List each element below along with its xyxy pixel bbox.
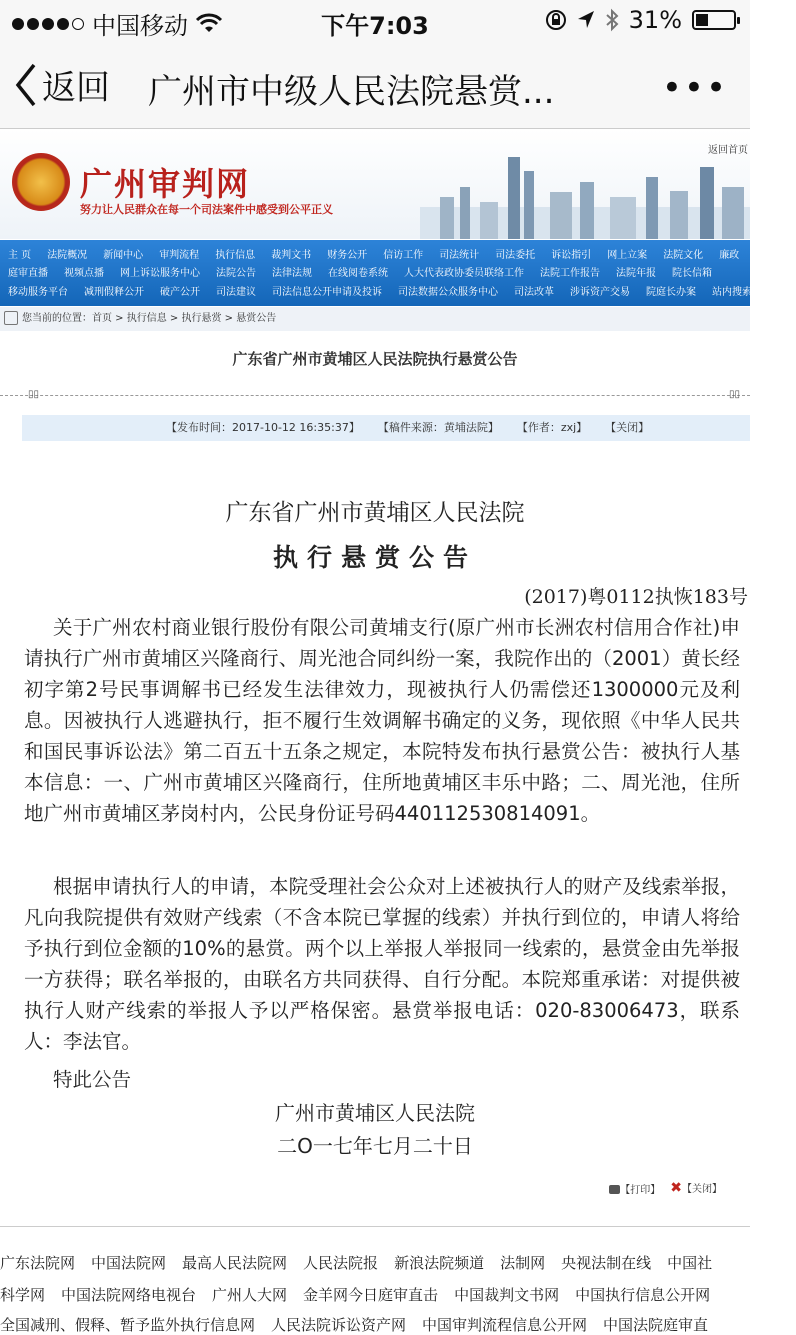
carrier-label: 中国移动 bbox=[92, 12, 188, 40]
footer-link[interactable]: 中国审判流程信息公开网 bbox=[422, 1316, 588, 1334]
title-divider bbox=[0, 389, 750, 400]
footer-link[interactable]: 法制网 bbox=[500, 1254, 546, 1272]
menu-item[interactable]: 法院公告 bbox=[216, 268, 256, 279]
doc-sign-court: 广州市黄埔区人民法院 bbox=[275, 1101, 475, 1125]
printer-icon bbox=[609, 1185, 620, 1194]
menu-item[interactable]: 新闻中心 bbox=[103, 250, 144, 261]
footer-link[interactable]: 最高人民法院网 bbox=[182, 1254, 288, 1272]
print-button[interactable] bbox=[609, 1181, 660, 1196]
breadcrumb-text[interactable]: 您当前的位置：首页 > 执行信息 > 执行悬赏 > 悬赏公告 bbox=[22, 313, 277, 324]
footer-link[interactable]: 中国执行信息公开网 bbox=[575, 1286, 711, 1304]
menu-item[interactable]: 司法建议 bbox=[216, 287, 256, 298]
menu-item[interactable]: 涉诉资产交易 bbox=[570, 287, 630, 298]
bluetooth-icon bbox=[605, 9, 619, 31]
article-actions bbox=[609, 1180, 722, 1196]
footer-link[interactable]: 中国法院庭审直 bbox=[603, 1316, 709, 1334]
footer-link[interactable]: 中国法院网 bbox=[91, 1254, 167, 1272]
site-slogan: 努力让人民群众在每一个司法案件中感受到公平正义 bbox=[80, 203, 333, 216]
footer-link[interactable]: 广东法院网 bbox=[0, 1254, 76, 1272]
footer-link[interactable]: 新浪法院频道 bbox=[394, 1254, 485, 1272]
article-meta bbox=[22, 415, 750, 441]
footer-link[interactable]: 科学网 bbox=[0, 1286, 46, 1304]
doc-number: (2017)粤0112执恢183号 bbox=[524, 586, 748, 608]
return-home-link[interactable]: 返回首页 bbox=[708, 145, 748, 156]
footer-links-row-3 bbox=[0, 1314, 750, 1335]
menu-item[interactable]: 院长信箱 bbox=[672, 268, 712, 279]
menu-item[interactable]: 移动服务平台 bbox=[8, 287, 68, 298]
close-button[interactable] bbox=[670, 1180, 722, 1196]
menu-item[interactable]: 信访工作 bbox=[383, 250, 424, 261]
menu-item[interactable]: 破产公开 bbox=[160, 287, 200, 298]
menu-item[interactable]: 法律法规 bbox=[272, 268, 312, 279]
pin-icon: ▯▯ bbox=[28, 389, 40, 400]
footer-link[interactable]: 人民法院诉讼资产网 bbox=[271, 1316, 407, 1334]
menu-item[interactable]: 主 页 bbox=[8, 250, 32, 261]
footer-links-row-1 bbox=[0, 1252, 750, 1273]
site-menu bbox=[0, 240, 788, 306]
menu-item[interactable]: 司法信息公开申请及投诉 bbox=[272, 287, 382, 298]
menu-item[interactable]: 诉讼指引 bbox=[551, 250, 592, 261]
footer-link[interactable]: 中国裁判文书网 bbox=[454, 1286, 560, 1304]
menu-row-3 bbox=[0, 283, 788, 300]
breadcrumb bbox=[0, 307, 750, 331]
doc-paragraph-1: 关于广州农村商业银行股份有限公司黄埔支行(原广州市长洲农村信用合作社)申请执行广州市黄埔区兴隆商行、周光池合同纠纷一案，我院作出的（2001）黄长经初字第2号民事调解书已经发生法律效力，现被执行人仍需偿还1300000元及利息。因被执行人逃避执行，拒不履行生效调解书确定的义务，现依照《中华人民共和国民事诉讼法》第二百五十五条之规定，本院特发布执行悬赏公告：被执行人基本信息：一、广州市黄埔区兴隆商行，住所地黄埔区丰乐中路；二、周光池，住所地广州市黄埔区茅岗村内，公民身份证号码440112530814091。 bbox=[24, 616, 740, 825]
menu-item[interactable]: 视频点播 bbox=[64, 268, 104, 279]
menu-item[interactable]: 在线阅卷系统 bbox=[328, 268, 388, 279]
footer-link[interactable]: 人民法院报 bbox=[303, 1254, 379, 1272]
close-label: 【关闭】 bbox=[682, 1184, 722, 1195]
close-link[interactable]: 【关闭】 bbox=[605, 421, 650, 434]
menu-item[interactable]: 司法改革 bbox=[514, 287, 554, 298]
clock: 下午7:03 bbox=[321, 12, 429, 40]
doc-paragraph-3: 特此公告 bbox=[53, 1068, 132, 1091]
menu-item[interactable]: 人大代表政协委员联络工作 bbox=[404, 268, 524, 279]
menu-item[interactable]: 审判流程 bbox=[159, 250, 200, 261]
menu-item[interactable]: 庭审直播 bbox=[8, 268, 48, 279]
menu-item[interactable]: 裁判文书 bbox=[271, 250, 312, 261]
battery-percent: 31% bbox=[628, 6, 682, 34]
print-label: 【打印】 bbox=[620, 1184, 661, 1196]
menu-item[interactable]: 财务公开 bbox=[327, 250, 368, 261]
menu-item[interactable]: 司法统计 bbox=[439, 250, 480, 261]
menu-item[interactable]: 司法委托 bbox=[495, 250, 536, 261]
doc-paragraph-2: 根据申请执行人的申请，本院受理社会公众对上述被执行人的财产及线索举报，凡向我院提供有效财产线索（不含本院已掌握的线索）并执行到位的，申请人将给予执行到位金额的10%的悬赏。两个以上举报人举报同一线索的，悬赏金由先举报一方获得；联名举报的，由联名方共同获得、自行分配。本院郑重承诺：对提供被执行人财产线索的举报人予以严格保密。悬赏举报电话：020-83006473，联系人：李法官。 bbox=[24, 875, 740, 1053]
publish-time: 【发布时间：2017-10-12 16:35:37】 bbox=[166, 421, 360, 434]
status-bar bbox=[0, 0, 750, 40]
menu-row-2 bbox=[0, 264, 750, 281]
footer-link[interactable]: 广州人大网 bbox=[212, 1286, 288, 1304]
footer-link[interactable]: 中国社 bbox=[667, 1254, 713, 1272]
doc-court-name: 广东省广州市黄埔区人民法院 bbox=[225, 500, 525, 526]
city-skyline-image bbox=[420, 147, 750, 239]
article-source: 【稿件来源：黄埔法院】 bbox=[377, 421, 499, 434]
menu-item[interactable]: 法院年报 bbox=[616, 268, 656, 279]
footer-link[interactable]: 全国减刑、假释、暂予监外执行信息网 bbox=[0, 1316, 256, 1334]
nav-bar bbox=[0, 40, 750, 129]
location-icon bbox=[577, 10, 595, 30]
more-menu-button[interactable]: ••• bbox=[661, 68, 728, 108]
page-title: 广州市中级人民法院悬赏... bbox=[148, 72, 555, 112]
site-banner bbox=[0, 129, 750, 239]
court-emblem-icon bbox=[12, 153, 70, 211]
footer-link[interactable]: 央视法制在线 bbox=[561, 1254, 652, 1272]
rotation-lock-icon bbox=[545, 9, 567, 31]
menu-item[interactable]: 减刑假释公开 bbox=[84, 287, 144, 298]
footer-link[interactable]: 金羊网今日庭审直击 bbox=[303, 1286, 439, 1304]
close-icon: ✖ bbox=[670, 1180, 682, 1196]
menu-item[interactable]: 网上诉讼服务中心 bbox=[120, 268, 200, 279]
menu-item[interactable]: 法院 bbox=[768, 287, 788, 298]
article-author: 【作者：zxj】 bbox=[516, 421, 588, 434]
article-title: 广东省广州市黄埔区人民法院执行悬赏公告 bbox=[232, 350, 518, 368]
pin-icon: ▯▯ bbox=[728, 389, 740, 400]
menu-item[interactable]: 院庭长办案 bbox=[646, 287, 696, 298]
footer-links-row-2 bbox=[0, 1284, 750, 1305]
back-button[interactable] bbox=[14, 60, 110, 109]
menu-row-1 bbox=[0, 246, 750, 263]
footer-divider bbox=[0, 1226, 750, 1227]
doc-sign-date: 二O一七年七月二十日 bbox=[277, 1134, 473, 1158]
back-label: 返回 bbox=[42, 68, 110, 108]
menu-item[interactable]: 司法数据公众服务中心 bbox=[398, 287, 498, 298]
battery-icon bbox=[692, 10, 736, 30]
location-pin-icon bbox=[4, 311, 18, 325]
menu-item[interactable]: 网上立案 bbox=[607, 250, 648, 261]
menu-item[interactable]: 法院概况 bbox=[47, 250, 88, 261]
menu-item[interactable]: 法院工作报告 bbox=[540, 268, 600, 279]
footer-link[interactable]: 中国法院网络电视台 bbox=[61, 1286, 197, 1304]
site-brand: 广州审判网 bbox=[80, 165, 251, 203]
chevron-left-icon bbox=[14, 63, 38, 107]
doc-heading: 执行悬赏公告 bbox=[272, 543, 477, 572]
menu-item[interactable]: 执行信息 bbox=[215, 250, 256, 261]
menu-item[interactable]: 站内搜索 bbox=[712, 287, 752, 298]
menu-item[interactable]: 廉政 bbox=[719, 250, 740, 261]
menu-item[interactable]: 法院文化 bbox=[663, 250, 704, 261]
